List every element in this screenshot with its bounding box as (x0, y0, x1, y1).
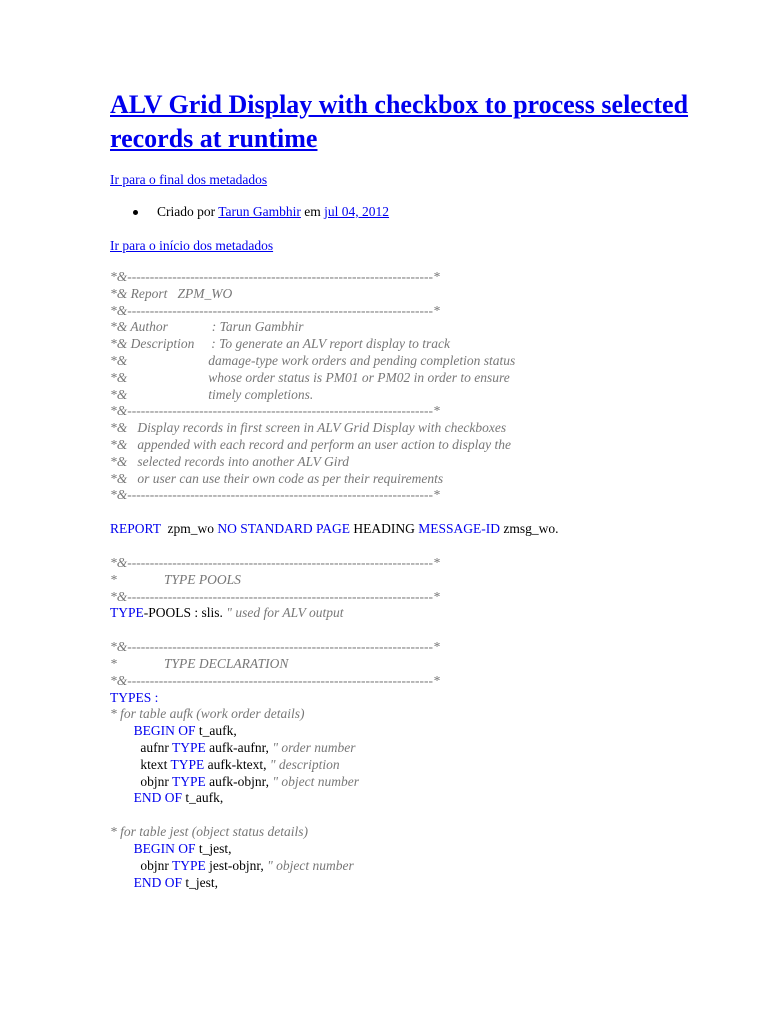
code-line (110, 471, 750, 488)
code-comment: *&--------------------------------------------------------------------* (110, 269, 440, 284)
created-date-link[interactable]: jul 04, 2012 (324, 204, 390, 219)
code-text: objnr (110, 773, 173, 789)
code-keyword: BEGIN OF (133, 840, 196, 856)
code-line (110, 723, 750, 740)
code-text (110, 875, 134, 890)
code-keyword: BEGIN OF (133, 723, 196, 739)
code-comment: * TYPE DECLARATION (110, 655, 289, 671)
page-title-text: ALV Grid Display with checkbox to process selected records at runtime (110, 90, 689, 153)
code-line (110, 639, 750, 656)
code-comment: " object number (267, 857, 354, 873)
document-page (110, 88, 750, 890)
code-comment: *&--------------------------------------------------------------------* (110, 302, 440, 318)
code-comment: " description (269, 756, 340, 772)
code-text: aufnr (110, 739, 172, 755)
created-by-prefix: Criado por (157, 204, 219, 219)
code-keyword: TYPE (172, 739, 206, 755)
code-comment: " order number (272, 739, 356, 755)
code-line (110, 403, 750, 420)
code-line (110, 589, 750, 606)
code-comment: *&--------------------------------------------------------------------* (110, 403, 440, 419)
code-comment: * TYPE POOLS (110, 571, 241, 587)
code-comment: *&--------------------------------------------------------------------* (110, 554, 440, 570)
code-line (110, 504, 750, 521)
code-line (110, 319, 750, 336)
code-comment: * for table jest (object status details) (110, 824, 308, 840)
code-comment: *& damage-type work orders and pending completion status (110, 352, 516, 368)
code-line (110, 538, 750, 555)
code-line (110, 690, 750, 707)
code-text: t_aufk, (195, 723, 237, 739)
code-line (110, 673, 750, 690)
created-by-item (110, 204, 389, 220)
skip-to-start-of-metadata-link[interactable]: Ir para o início dos metadados (110, 238, 274, 253)
code-comment: *& Report ZPM_WO (110, 285, 233, 301)
code-line (110, 824, 750, 841)
code-text: t_jest, (195, 840, 232, 856)
code-text: t_aufk, (182, 790, 224, 806)
author-link[interactable]: Tarun Gambhir (218, 204, 301, 219)
code-keyword: MESSAGE-ID (418, 521, 501, 537)
code-text: ktext (110, 756, 171, 772)
code-listing (110, 269, 750, 891)
code-keyword: NO STANDARD PAGE (217, 521, 351, 537)
code-keyword: TYPE (110, 605, 144, 621)
code-text: aufk-ktext, (204, 756, 270, 772)
page-metadata (110, 204, 389, 220)
code-line (110, 706, 750, 723)
code-comment: *& Author : Tarun Gambhir (110, 319, 304, 335)
code-line (110, 740, 750, 757)
code-line (110, 572, 750, 589)
code-line (110, 420, 750, 437)
code-line (110, 336, 750, 353)
code-text: zpm_wo (160, 521, 218, 537)
code-keyword: TYPE (170, 756, 205, 772)
code-keyword: END OF (133, 874, 183, 890)
created-on-text: em (300, 204, 325, 219)
code-text: t_jest, (182, 874, 219, 890)
code-line (110, 286, 750, 303)
code-line (110, 437, 750, 454)
code-keyword: REPORT (110, 521, 161, 537)
code-line (110, 454, 750, 471)
code-keyword: END OF (133, 790, 183, 806)
code-text: -POOLS : slis. (143, 605, 227, 621)
code-line (110, 807, 750, 824)
code-text: aufk-aufnr, (205, 739, 273, 755)
code-line (110, 521, 750, 538)
code-text: aufk-objnr, (205, 773, 273, 789)
code-comment: *& selected records into another ALV Gird (110, 453, 349, 469)
code-line (110, 555, 750, 572)
code-text (110, 723, 134, 738)
code-comment: *&--------------------------------------------------------------------* (110, 639, 440, 655)
code-keyword: TYPES : (110, 689, 159, 705)
code-line (110, 757, 750, 774)
code-comment: *& whose order status is PM01 or PM02 in order to ensure (110, 369, 510, 385)
code-line (110, 370, 750, 387)
code-line (110, 303, 750, 320)
code-comment: " used for ALV output (226, 605, 344, 621)
code-comment: *&--------------------------------------------------------------------* (110, 588, 440, 604)
code-line (110, 774, 750, 791)
code-comment: *& or user can use their own code as per their requirements (110, 470, 444, 486)
code-text: zmsg_wo. (500, 521, 559, 537)
code-keyword: TYPE (172, 773, 206, 789)
code-comment: " object number (272, 773, 359, 789)
code-text (110, 790, 134, 805)
code-line (110, 605, 750, 622)
code-line (110, 841, 750, 858)
code-comment: *&--------------------------------------------------------------------* (110, 672, 440, 688)
code-line (110, 353, 750, 370)
code-line (110, 387, 750, 404)
code-comment: *&--------------------------------------------------------------------* (110, 487, 440, 503)
code-line (110, 487, 750, 504)
code-line (110, 622, 750, 639)
code-line (110, 269, 750, 286)
code-keyword: TYPE (172, 857, 206, 873)
code-comment: *& appended with each record and perform an user action to display the (110, 436, 511, 452)
code-line (110, 875, 750, 892)
code-comment: * for table aufk (work order details) (110, 706, 305, 722)
code-text: HEADING (350, 521, 419, 537)
page-title[interactable] (110, 88, 750, 156)
skip-to-end-of-metadata-link[interactable]: Ir para o final dos metadados (110, 172, 268, 187)
code-comment: *& Description : To generate an ALV report display to track (110, 336, 450, 352)
code-line (110, 858, 750, 875)
code-text (110, 841, 134, 856)
code-line (110, 790, 750, 807)
code-comment: *& timely completions. (110, 386, 314, 402)
code-text: objnr (110, 857, 173, 873)
code-comment: *& Display records in first screen in ALV Grid Display with checkboxes (110, 420, 507, 436)
code-text: jest-objnr, (205, 857, 268, 873)
code-line (110, 656, 750, 673)
